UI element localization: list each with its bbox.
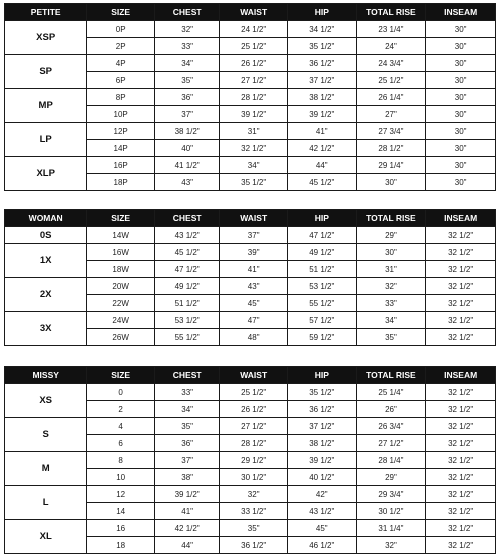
table-cell: 49 1/2" [154, 278, 219, 295]
table-cell: 35 1/2" [287, 38, 356, 55]
column-header: INSEAM [426, 367, 496, 384]
size-table [4, 3, 496, 191]
table-cell: 12 [87, 486, 155, 503]
table-cell: 32 1/2" [220, 140, 288, 157]
table-cell: 24" [356, 38, 426, 55]
table-row [5, 55, 496, 72]
table-cell: 27 1/2" [220, 418, 288, 435]
table-cell: 14 [87, 503, 155, 520]
column-header: TOTAL RISE [356, 4, 426, 21]
table-cell: 32 1/2" [426, 278, 496, 295]
column-header: WAIST [220, 4, 288, 21]
table-cell: 47 1/2" [154, 261, 219, 278]
table-cell: 25 1/4" [356, 384, 426, 401]
table-row [5, 486, 496, 503]
table-cell: 49 1/2" [287, 244, 356, 261]
column-header: TOTAL RISE [356, 210, 426, 227]
category-header: PETITE [5, 4, 87, 21]
table-cell: 16 [87, 520, 155, 537]
table-cell: 45 1/2" [287, 174, 356, 191]
size-label: XSP [5, 21, 87, 55]
table-cell: 4 [87, 418, 155, 435]
size-table [4, 366, 496, 554]
table-cell: 32" [220, 486, 288, 503]
table-cell: 32 1/2" [426, 452, 496, 469]
size-table [4, 209, 496, 346]
table-cell: 31" [356, 261, 426, 278]
table-cell: 43 1/2" [154, 227, 219, 244]
table-cell: 32" [154, 21, 219, 38]
table-cell: 27 1/2" [356, 435, 426, 452]
table-cell: 30 1/2" [356, 503, 426, 520]
table-cell: 28 1/2" [356, 140, 426, 157]
table-cell: 30" [426, 106, 496, 123]
header-row [5, 210, 496, 227]
table-cell: 29" [356, 469, 426, 486]
column-header: HIP [287, 367, 356, 384]
table-cell: 25 1/2" [356, 72, 426, 89]
table-cell: 41" [287, 123, 356, 140]
table-cell: 2P [87, 38, 155, 55]
table-row [5, 278, 496, 295]
table-cell: 31" [220, 123, 288, 140]
table-cell: 41" [220, 261, 288, 278]
table-cell: 32 1/2" [426, 469, 496, 486]
table-cell: 6P [87, 72, 155, 89]
table-cell: 29 1/2" [220, 452, 288, 469]
column-header: TOTAL RISE [356, 367, 426, 384]
table-cell: 16P [87, 157, 155, 174]
table-cell: 35 1/2" [287, 384, 356, 401]
table-cell: 57 1/2" [287, 312, 356, 329]
table-cell: 34" [220, 157, 288, 174]
table-cell: 34" [154, 55, 219, 72]
table-cell: 2 [87, 401, 155, 418]
table-cell: 26W [87, 329, 155, 346]
table-cell: 22W [87, 295, 155, 312]
table-cell: 35" [356, 329, 426, 346]
column-header: CHEST [154, 4, 219, 21]
column-header: INSEAM [426, 4, 496, 21]
category-header: MISSY [5, 367, 87, 384]
size-label: 2X [5, 278, 87, 312]
table-row [5, 418, 496, 435]
table-row [5, 21, 496, 38]
size-label: XS [5, 384, 87, 418]
missy-size-chart [4, 366, 496, 554]
table-cell: 38 1/2" [287, 89, 356, 106]
table-cell: 33" [356, 295, 426, 312]
column-header: SIZE [87, 4, 155, 21]
table-row [5, 89, 496, 106]
size-label: L [5, 486, 87, 520]
table-cell: 36 1/2" [287, 55, 356, 72]
table-cell: 25 1/2" [220, 38, 288, 55]
table-cell: 37" [154, 106, 219, 123]
table-cell: 32 1/2" [426, 486, 496, 503]
table-cell: 34" [356, 312, 426, 329]
table-cell: 4P [87, 55, 155, 72]
table-row [5, 123, 496, 140]
table-cell: 32" [356, 537, 426, 554]
table-cell: 6 [87, 435, 155, 452]
size-label: XL [5, 520, 87, 554]
table-cell: 12P [87, 123, 155, 140]
table-cell: 42" [287, 486, 356, 503]
table-cell: 31 1/4" [356, 520, 426, 537]
table-cell: 32 1/2" [426, 244, 496, 261]
size-label: XLP [5, 157, 87, 191]
size-label: SP [5, 55, 87, 89]
table-cell: 41 1/2" [154, 157, 219, 174]
table-cell: 51 1/2" [287, 261, 356, 278]
table-cell: 42 1/2" [287, 140, 356, 157]
table-cell: 32" [356, 278, 426, 295]
table-cell: 32 1/2" [426, 418, 496, 435]
table-cell: 32 1/2" [426, 520, 496, 537]
table-cell: 28 1/2" [220, 89, 288, 106]
table-cell: 33" [154, 38, 219, 55]
table-row [5, 157, 496, 174]
table-cell: 30" [426, 21, 496, 38]
table-cell: 53 1/2" [154, 312, 219, 329]
table-cell: 23 1/4" [356, 21, 426, 38]
table-cell: 38 1/2" [154, 123, 219, 140]
table-cell: 32 1/2" [426, 384, 496, 401]
column-header: WAIST [220, 367, 288, 384]
table-cell: 34 1/2" [287, 21, 356, 38]
petite-size-chart [4, 3, 496, 191]
table-cell: 35 1/2" [220, 174, 288, 191]
header-row [5, 367, 496, 384]
table-cell: 36" [154, 435, 219, 452]
table-cell: 47 1/2" [287, 227, 356, 244]
table-cell: 43" [220, 278, 288, 295]
table-cell: 10P [87, 106, 155, 123]
table-cell: 27" [356, 106, 426, 123]
table-cell: 30 1/2" [220, 469, 288, 486]
table-cell: 30" [426, 89, 496, 106]
table-cell: 26 1/4" [356, 89, 426, 106]
column-header: HIP [287, 4, 356, 21]
table-cell: 47" [220, 312, 288, 329]
table-cell: 33" [154, 384, 219, 401]
table-cell: 41" [154, 503, 219, 520]
table-cell: 39 1/2" [154, 486, 219, 503]
table-cell: 36 1/2" [287, 401, 356, 418]
table-cell: 39 1/2" [287, 452, 356, 469]
column-header: INSEAM [426, 210, 496, 227]
table-cell: 32 1/2" [426, 329, 496, 346]
size-label: 0S [5, 227, 87, 244]
table-cell: 26 1/2" [220, 401, 288, 418]
table-cell: 34" [154, 401, 219, 418]
table-cell: 30" [426, 72, 496, 89]
table-cell: 43 1/2" [287, 503, 356, 520]
table-cell: 18P [87, 174, 155, 191]
table-cell: 26 1/2" [220, 55, 288, 72]
table-cell: 30" [356, 244, 426, 261]
table-cell: 55 1/2" [287, 295, 356, 312]
table-cell: 45 1/2" [154, 244, 219, 261]
table-cell: 53 1/2" [287, 278, 356, 295]
table-cell: 25 1/2" [220, 384, 288, 401]
table-cell: 40 1/2" [287, 469, 356, 486]
table-cell: 0 [87, 384, 155, 401]
column-header: WAIST [220, 210, 288, 227]
table-cell: 30" [426, 140, 496, 157]
table-cell: 45" [287, 520, 356, 537]
table-cell: 32 1/2" [426, 261, 496, 278]
table-row [5, 452, 496, 469]
table-cell: 30" [426, 174, 496, 191]
table-cell: 48" [220, 329, 288, 346]
table-cell: 0P [87, 21, 155, 38]
size-label: MP [5, 89, 87, 123]
table-cell: 27 1/2" [220, 72, 288, 89]
column-header: HIP [287, 210, 356, 227]
table-cell: 32 1/2" [426, 401, 496, 418]
table-cell: 35" [154, 418, 219, 435]
table-cell: 29" [356, 227, 426, 244]
table-cell: 46 1/2" [287, 537, 356, 554]
table-cell: 8P [87, 89, 155, 106]
table-cell: 26" [356, 401, 426, 418]
table-cell: 20W [87, 278, 155, 295]
table-cell: 42 1/2" [154, 520, 219, 537]
table-cell: 18 [87, 537, 155, 554]
table-cell: 51 1/2" [154, 295, 219, 312]
table-cell: 29 1/4" [356, 157, 426, 174]
table-cell: 14W [87, 227, 155, 244]
table-cell: 38" [154, 469, 219, 486]
table-cell: 33 1/2" [220, 503, 288, 520]
size-label: LP [5, 123, 87, 157]
table-cell: 29 3/4" [356, 486, 426, 503]
table-cell: 36" [154, 89, 219, 106]
table-cell: 37" [220, 227, 288, 244]
size-label: S [5, 418, 87, 452]
table-cell: 37" [154, 452, 219, 469]
table-cell: 8 [87, 452, 155, 469]
table-row [5, 227, 496, 244]
table-cell: 45" [220, 295, 288, 312]
table-cell: 18W [87, 261, 155, 278]
table-cell: 44" [287, 157, 356, 174]
table-cell: 30" [426, 38, 496, 55]
table-cell: 37 1/2" [287, 418, 356, 435]
category-header: WOMAN [5, 210, 87, 227]
size-label: 3X [5, 312, 87, 346]
table-cell: 39 1/2" [287, 106, 356, 123]
table-cell: 28 1/4" [356, 452, 426, 469]
table-row [5, 244, 496, 261]
table-cell: 32 1/2" [426, 295, 496, 312]
table-cell: 10 [87, 469, 155, 486]
table-cell: 32 1/2" [426, 227, 496, 244]
table-cell: 16W [87, 244, 155, 261]
table-row [5, 520, 496, 537]
table-cell: 30" [426, 157, 496, 174]
column-header: SIZE [87, 367, 155, 384]
table-cell: 40" [154, 140, 219, 157]
table-cell: 39 1/2" [220, 106, 288, 123]
woman-size-chart [4, 209, 496, 346]
table-cell: 30" [356, 174, 426, 191]
table-cell: 32 1/2" [426, 435, 496, 452]
size-label: 1X [5, 244, 87, 278]
table-cell: 55 1/2" [154, 329, 219, 346]
table-cell: 24 1/2" [220, 21, 288, 38]
table-cell: 24 3/4" [356, 55, 426, 72]
table-cell: 30" [426, 123, 496, 140]
table-cell: 28 1/2" [220, 435, 288, 452]
table-cell: 32 1/2" [426, 312, 496, 329]
table-cell: 30" [426, 55, 496, 72]
table-cell: 26 3/4" [356, 418, 426, 435]
table-cell: 59 1/2" [287, 329, 356, 346]
column-header: CHEST [154, 367, 219, 384]
table-cell: 39" [220, 244, 288, 261]
table-row [5, 312, 496, 329]
table-cell: 35" [154, 72, 219, 89]
table-cell: 32 1/2" [426, 537, 496, 554]
table-cell: 32 1/2" [426, 503, 496, 520]
table-cell: 35" [220, 520, 288, 537]
table-cell: 38 1/2" [287, 435, 356, 452]
table-cell: 36 1/2" [220, 537, 288, 554]
table-cell: 44" [154, 537, 219, 554]
table-cell: 24W [87, 312, 155, 329]
table-cell: 37 1/2" [287, 72, 356, 89]
table-cell: 43" [154, 174, 219, 191]
size-label: M [5, 452, 87, 486]
table-cell: 27 3/4" [356, 123, 426, 140]
header-row [5, 4, 496, 21]
table-row [5, 384, 496, 401]
column-header: SIZE [87, 210, 155, 227]
table-cell: 14P [87, 140, 155, 157]
column-header: CHEST [154, 210, 219, 227]
